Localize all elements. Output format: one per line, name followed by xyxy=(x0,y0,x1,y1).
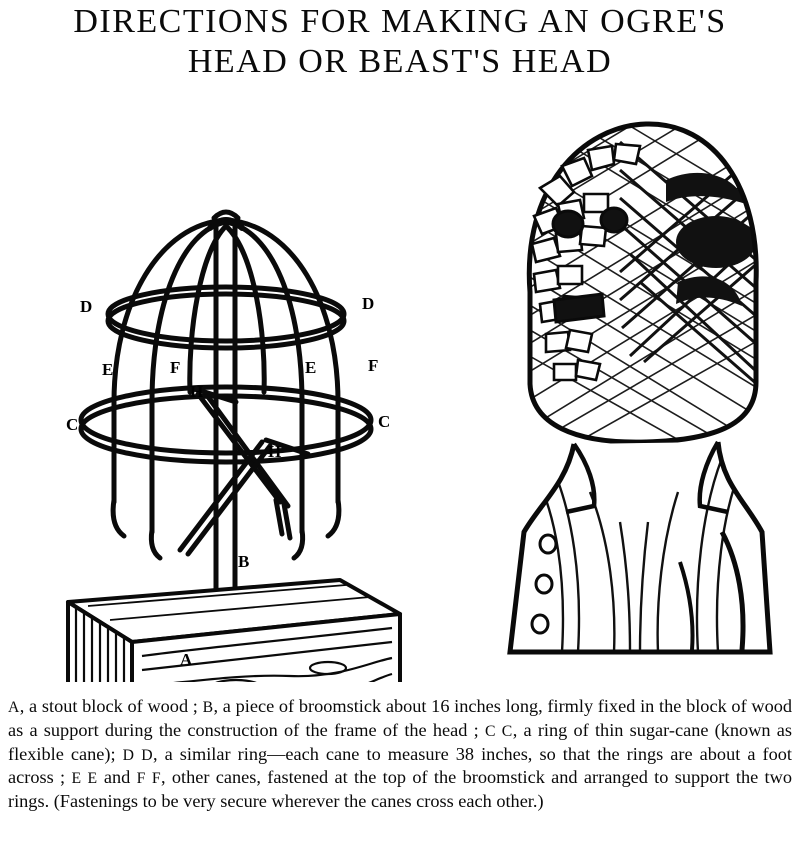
label-A: A xyxy=(180,650,193,670)
page-title xyxy=(0,0,800,82)
frame-construction-diagram xyxy=(40,102,440,687)
label-F-inner-left: F xyxy=(170,358,181,378)
label-D-right: D xyxy=(362,294,375,314)
label-H-lower: H xyxy=(268,442,282,462)
caption-label-a: A xyxy=(8,699,20,716)
caption-text-4: , a similar ring—each cane to measure 38 inches, so that the rings are about a foot across ; xyxy=(8,743,792,788)
frame-diagram-svg xyxy=(40,102,440,682)
caption-text-3: , a ring of thin sugar-cane (known as flexible cane); xyxy=(8,719,792,764)
caption-paragraph xyxy=(8,695,792,814)
label-F-right: F xyxy=(368,356,379,376)
caption-label-dd: D D xyxy=(122,746,153,764)
caption-label-ff: F F xyxy=(136,770,161,788)
label-E-right: E xyxy=(305,358,317,378)
ogre-eye-left xyxy=(553,211,583,237)
caption-label-cc: C C xyxy=(484,722,513,740)
finished-ogre-head-illustration xyxy=(470,92,790,677)
label-H-upper: H xyxy=(190,382,204,402)
ogre-eye-right xyxy=(601,208,627,232)
caption-text-6: , other canes, fastened at the top of the broomstick and arranged to support the two rings. (Fastenings to be very secure wherever the canes cross each other.) xyxy=(8,767,792,812)
illustrations xyxy=(0,82,800,672)
caption-text-2: , a piece of broomstick about 16 inches long, firmly fixed in the block of wood as a support during the construction of the frame of the head ; xyxy=(8,696,793,740)
caption-label-ee: E E xyxy=(71,770,98,788)
label-E-left: E xyxy=(102,360,114,380)
figure-caption xyxy=(8,695,792,814)
title-line-2: HEAD OR BEAST'S HEAD xyxy=(187,43,613,81)
title-line-1: DIRECTIONS FOR MAKING AN OGRE'S xyxy=(73,3,727,40)
ogre-head-svg xyxy=(470,92,790,672)
caption-text-1: , a stout block of wood ; xyxy=(19,696,203,716)
label-C-right: C xyxy=(378,412,391,432)
label-B: B xyxy=(238,552,250,572)
caption-text-5: and xyxy=(97,767,137,788)
label-C-left: C xyxy=(66,415,79,435)
caption-label-b: B xyxy=(202,699,214,716)
ogre-mouth xyxy=(554,294,604,322)
label-D-left: D xyxy=(80,297,93,317)
